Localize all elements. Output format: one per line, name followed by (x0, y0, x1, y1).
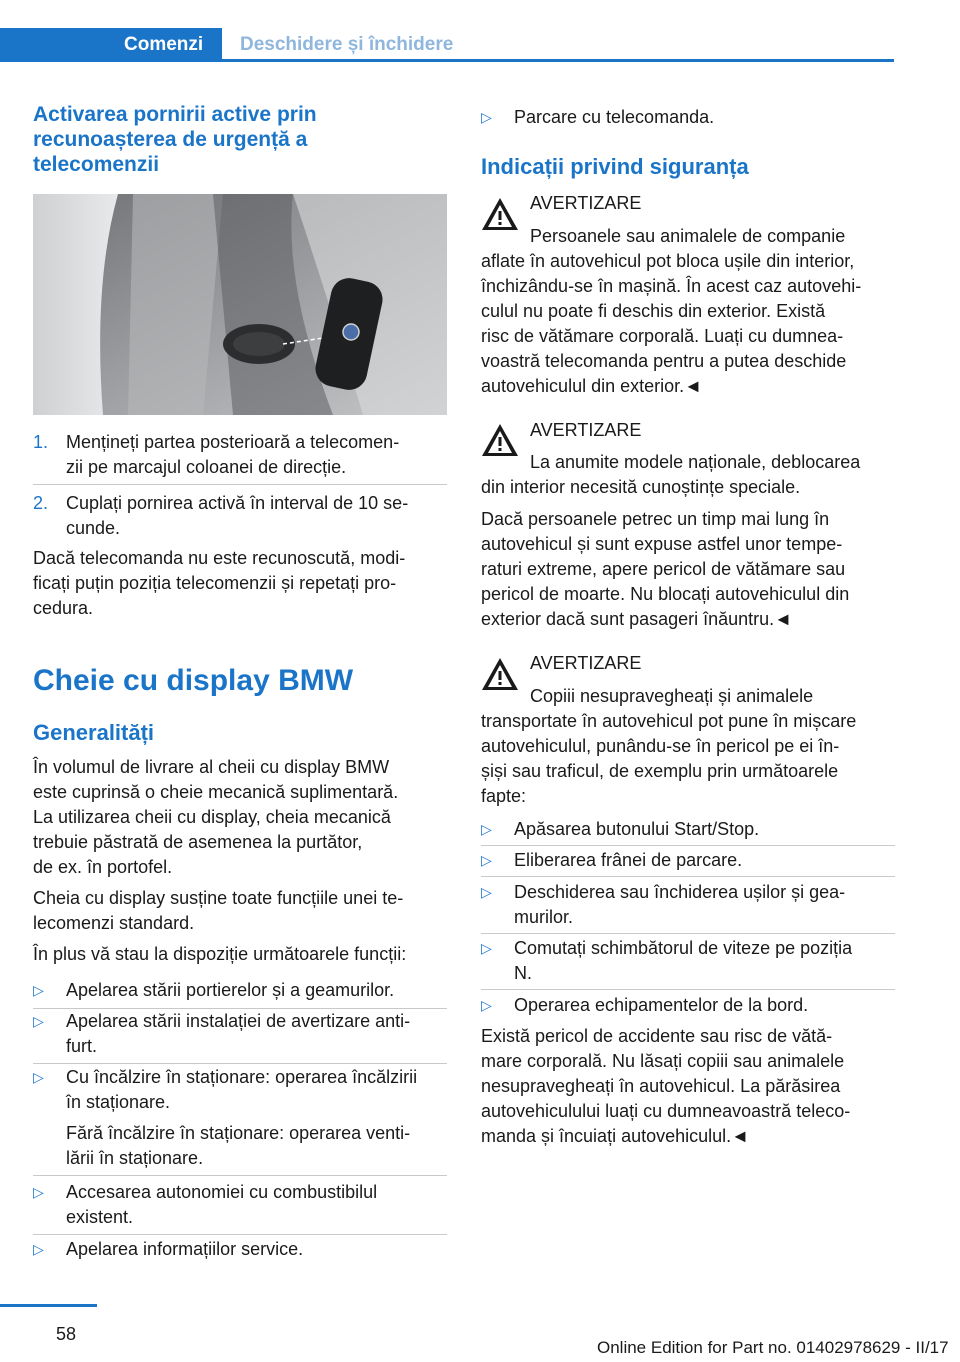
tab-deschidere-inchidere[interactable]: Deschidere și închidere (240, 34, 454, 55)
warning-text: aflate în autovehicul pot bloca ușile din interior, (481, 251, 855, 271)
warning-triangle-icon (480, 656, 520, 692)
header-tab-bar (0, 28, 894, 62)
divider (33, 1063, 447, 1064)
triangle-right-icon: ▷ (33, 1184, 44, 1200)
paragraph-line: raturi extreme, apere pericol de vătămare sau (481, 559, 846, 579)
heading-indicatii-siguranta: Indicații privind siguranța (481, 154, 749, 179)
warning-text: șiși sau traficul, de exemplu prin următoarele (481, 761, 839, 781)
key-fob-photo (33, 194, 447, 415)
paragraph-line: mare corporală. Nu lăsați copiii sau animalele (481, 1051, 845, 1071)
paragraph-line: nesupravegheați în autovehicul. La părăsirea (481, 1076, 841, 1096)
bullet-text: Apăsarea butonului Start/Stop. (514, 819, 760, 839)
warning-label: AVERTIZARE (530, 653, 642, 673)
bullet-text: în staționare. (66, 1092, 171, 1112)
paragraph-line: autovehicul și sunt expuse astfel unor tempe- (481, 534, 843, 554)
divider (481, 933, 895, 934)
bullet-text: furt. (66, 1036, 98, 1056)
divider (33, 484, 447, 485)
heading-generalitati: Generalități (33, 720, 155, 745)
paragraph-line: În volumul de livrare al cheii cu display BMW (33, 757, 390, 777)
paragraph-line: Dacă telecomanda nu este recunoscută, modi- (33, 548, 406, 568)
footer-rule (0, 1304, 97, 1307)
paragraph-line: cedura. (33, 598, 94, 618)
bullet-text: N. (514, 963, 532, 983)
paragraph-line: exterior dacă sunt pasageri înăuntru.◄ (481, 609, 792, 629)
triangle-right-icon: ▷ (481, 997, 492, 1013)
step-number: 2. (33, 493, 49, 513)
triangle-right-icon: ▷ (481, 821, 492, 837)
bullet-text: Operarea echipamentelor de la bord. (514, 995, 809, 1015)
step-number: 1. (33, 432, 49, 452)
warning-text: transportate în autovehicul pot pune în mișcare (481, 711, 857, 731)
warning-text: Persoanele sau animalele de companie (530, 226, 846, 246)
triangle-right-icon: ▷ (481, 109, 492, 125)
bullet-text: Comutați schimbătorul de viteze pe poziția (514, 938, 853, 958)
paragraph-line: ficați puțin poziția telecomenzii și repetați pro- (33, 573, 397, 593)
page-number: 58 (56, 1324, 77, 1344)
triangle-right-icon: ▷ (33, 1013, 44, 1029)
bullet-text: murilor. (514, 907, 574, 927)
triangle-right-icon: ▷ (481, 940, 492, 956)
warning-text: voastră telecomanda pentru a putea deschide (481, 351, 847, 371)
bullet-text: existent. (66, 1207, 134, 1227)
step-1-line-1: Mențineți partea posterioară a telecomen- (66, 432, 400, 452)
step-2-line-2: cunde. (66, 518, 121, 538)
bullet-text: Parcare cu telecomanda. (514, 107, 715, 127)
warning-label: AVERTIZARE (530, 420, 642, 440)
paragraph-line: pericol de moarte. Nu blocați autovehiculul din (481, 584, 850, 604)
edition-text: Online Edition for Part no. 01402978629 - II/17 (597, 1338, 949, 1357)
bullet-text: Cu încălzire în staționare: operarea încălzirii (66, 1067, 418, 1087)
divider (481, 845, 895, 846)
paragraph-line: de ex. în portofel. (33, 857, 173, 877)
warning-text: autovehiculul, punându-se în pericol pe ei în- (481, 736, 840, 756)
warning-text: fapte: (481, 786, 527, 806)
warning-triangle-icon (480, 422, 520, 458)
bullet-text: Apelarea stării portierelor și a geamurilor. (66, 980, 395, 1000)
warning-text: Copiii nesupravegheați și animalele (530, 686, 814, 706)
paragraph-line: trebuie păstrată de asemenea la purtător, (33, 832, 363, 852)
paragraph-line: autovehiculului luați cu dumneavoastră teleco- (481, 1101, 851, 1121)
warning-triangle-icon (480, 196, 520, 232)
bullet-text: Apelarea stării instalației de avertizare anti- (66, 1011, 411, 1031)
divider (33, 1175, 447, 1176)
triangle-right-icon: ▷ (481, 884, 492, 900)
step-1-line-2: zii pe marcajul coloanei de direcție. (66, 457, 347, 477)
warning-text: din interior necesită cunoștințe speciale. (481, 477, 801, 497)
bullet-text: Eliberarea frânei de parcare. (514, 850, 743, 870)
bullet-text: Accesarea autonomiei cu combustibilul (66, 1182, 378, 1202)
warning-text: risc de vătămare corporală. Luați cu dumnea- (481, 326, 844, 346)
warning-text: autovehiculul din exterior.◄ (481, 376, 702, 396)
paragraph-line: lecomenzi standard. (33, 913, 195, 933)
warning-label: AVERTIZARE (530, 193, 642, 213)
paragraph-line: este cuprinsă o cheie mecanică suplimentară. (33, 782, 399, 802)
steering-column-illustration (33, 194, 447, 415)
bullet-subtext: Fără încălzire în staționare: operarea venti- (66, 1123, 411, 1143)
triangle-right-icon: ▷ (481, 852, 492, 868)
divider (481, 989, 895, 990)
paragraph-line: manda și încuiați autovehiculul.◄ (481, 1126, 749, 1146)
triangle-right-icon: ▷ (33, 982, 44, 998)
step-2-line-1: Cuplați pornirea activă în interval de 10 se- (66, 493, 409, 513)
bullet-text: Deschiderea sau închiderea ușilor și gea- (514, 882, 846, 902)
bullet-subtext: lării în staționare. (66, 1148, 204, 1168)
warning-text: închizându-se în mașină. În acest caz autovehi- (481, 276, 862, 296)
warning-text: culul nu poate fi deschis din exterior. Există (481, 301, 826, 321)
triangle-right-icon: ▷ (33, 1241, 44, 1257)
paragraph-line: Există pericol de accidente sau risc de vătă- (481, 1026, 833, 1046)
triangle-right-icon: ▷ (33, 1069, 44, 1085)
divider (33, 1234, 447, 1235)
heading-cheie-cu-display: Cheie cu display BMW (33, 664, 354, 697)
warning-text: La anumite modele naționale, deblocarea (530, 452, 861, 472)
divider (481, 876, 895, 877)
paragraph-line: Dacă persoanele petrec un timp mai lung în (481, 509, 830, 529)
section-title: Activarea pornirii active prin recunoașterea de urgență a telecomenzii (33, 103, 317, 176)
bullet-text: Apelarea informațiilor service. (66, 1239, 304, 1259)
paragraph-line: În plus vă stau la dispoziție următoarele funcții: (33, 944, 407, 964)
tab-comenzi[interactable]: Comenzi (0, 28, 222, 62)
paragraph-line: Cheia cu display susține toate funcțiile unei te- (33, 888, 404, 908)
header-rule (0, 59, 894, 62)
paragraph-line: La utilizarea cheii cu display, cheia mecanică (33, 807, 391, 827)
